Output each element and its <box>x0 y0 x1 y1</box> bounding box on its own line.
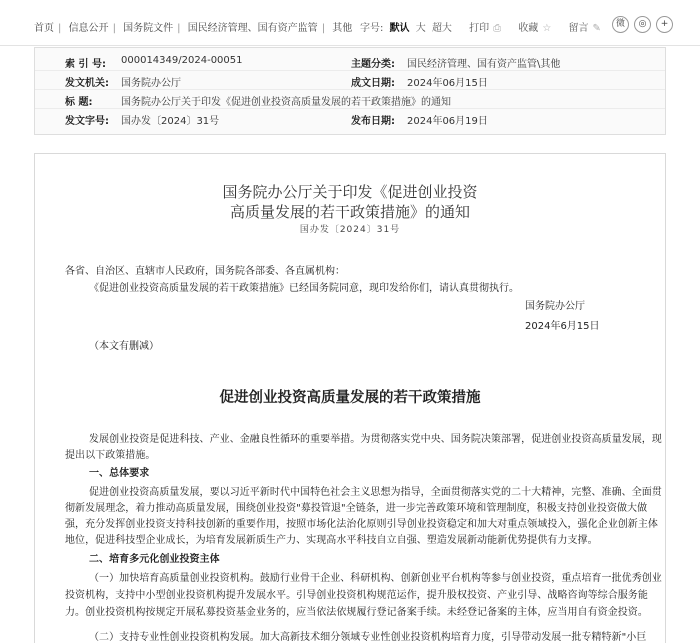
breadcrumb-info-public[interactable]: 信息公开 <box>68 23 109 34</box>
print-icon: ⎙ <box>493 23 502 34</box>
info-row-2 <box>35 71 665 90</box>
doc-number-label: 发文字号: <box>65 116 109 127</box>
main-title: 促进创业投资高质量发展的若干政策措施 <box>219 389 481 406</box>
weibo-icon[interactable]: 微 <box>612 16 629 33</box>
doc-title-line-1: 国务院办公厅关于印发《促进创业投资 <box>222 183 478 201</box>
info-row-1 <box>35 52 665 71</box>
published-date-value: 2024年06月19日 <box>407 116 488 127</box>
issuer-label: 发文机关: <box>65 78 109 89</box>
font-size-xlarge[interactable]: 超大 <box>431 23 452 34</box>
section-2-heading: 二、培育多元化创业投资主体 <box>89 554 220 565</box>
info-row-4 <box>35 109 665 128</box>
section-1-line-1: 促进创业投资高质量发展，要以习近平新时代中国特色社会主义思想为指导，全面贯彻落实党的二十大精神，完整、准确、全面贯 <box>89 487 662 498</box>
doc-title-line-2: 高质量发展的若干政策措施》的通知 <box>229 203 470 221</box>
breadcrumb-separator: | <box>177 23 181 34</box>
document-body <box>34 153 666 643</box>
issuer-value: 国务院办公厅 <box>121 78 181 89</box>
wechat-icon[interactable]: ◎ <box>634 16 651 33</box>
title-label: 标 题: <box>65 97 93 108</box>
star-icon: ☆ <box>542 23 552 34</box>
category-label: 主题分类: <box>351 59 395 70</box>
doc-number-value: 国办发〔2024〕31号 <box>121 116 220 127</box>
breadcrumb-category[interactable]: 国民经济管理、国有资产监管 <box>187 23 318 34</box>
breadcrumb-other[interactable]: 其他 <box>332 23 353 34</box>
breadcrumb-separator: | <box>112 23 116 34</box>
section-1-heading: 一、总体要求 <box>89 468 150 479</box>
item-2-line-1: （二）支持专业性创业投资机构发展。加大高新技术细分领域专业性创业投资机构培育力度，引导带动发展一批专精特新"小巨 <box>89 632 647 643</box>
section-1-line-4: 地位，促进科技型企业成长，为培育发展新质生产力、实现高水平科技自立自强、塑造发展新动能新优势提供有力支撑。 <box>65 535 598 546</box>
font-size-label: 字号: <box>360 23 384 34</box>
signer: 国务院办公厅 <box>525 301 585 312</box>
published-date-label: 发布日期: <box>351 116 395 127</box>
breadcrumb-home[interactable]: 首页 <box>34 23 54 34</box>
created-date-value: 2024年06月15日 <box>407 78 488 89</box>
preamble-line-1: 发展创业投资是促进科技、产业、金融良性循环的重要举措。为贯彻落实党中央、国务院决策部署，促进创业投资高质量发展，现 <box>89 434 662 445</box>
document-info-table <box>34 47 666 135</box>
print-button[interactable]: 打印 <box>469 23 490 34</box>
breadcrumb <box>34 19 352 34</box>
abridged-note: （本文有删减） <box>89 341 159 352</box>
index-value: 000014349/2024-00051 <box>121 55 243 66</box>
doc-number: 国办发〔2024〕31号 <box>299 225 401 235</box>
index-label: 索 引 号: <box>65 59 106 70</box>
font-size-default[interactable]: 默认 <box>389 23 410 34</box>
created-date-label: 成文日期: <box>351 78 395 89</box>
sign-date: 2024年6月15日 <box>525 321 600 332</box>
top-toolbar <box>0 0 700 46</box>
info-row-3 <box>35 90 665 109</box>
page-tools <box>360 19 601 34</box>
breadcrumb-state-council-docs[interactable]: 国务院文件 <box>123 23 174 34</box>
item-1-line-3: 力。创业投资机构按规定开展私募投资基金业务的，应当依法依规履行登记备案手续。未经登记备案的主体，应当用自有资金投资。 <box>65 607 648 618</box>
addressee: 各省、自治区、直辖市人民政府，国务院各部委、各直属机构： <box>65 266 345 277</box>
section-1-line-3: 强，充分发挥创业投资支持科技创新的重要作用，按照市场化法治化原则引导创业投资稳定和加大对重点领域投入，强化企业创新主体 <box>65 519 658 530</box>
section-1-line-2: 彻新发展理念，着力推动高质量发展，围绕创业投资"募投管退"全链条，进一步完善政策环境和管理制度，积极支持创业投资做大做 <box>65 503 648 514</box>
comment-button[interactable]: 留言 <box>568 23 589 34</box>
favorite-button[interactable]: 收藏 <box>518 23 539 34</box>
comment-icon: ✎ <box>592 23 601 34</box>
breadcrumb-separator: | <box>58 23 62 34</box>
breadcrumb-separator: | <box>321 23 326 34</box>
share-icons <box>612 16 673 33</box>
item-1-line-1: （一）加快培育高质量创业投资机构。鼓励行业骨干企业、科研机构、创新创业平台机构等参与创业投资，重点培育一批优秀创业 <box>89 573 662 584</box>
category-value: 国民经济管理、国有资产监管\其他 <box>407 59 561 70</box>
intro-paragraph: 《促进创业投资高质量发展的若干政策措施》已经国务院同意，现印发给你们，请认真贯彻执行。 <box>89 283 519 294</box>
preamble-line-2: 提出以下政策措施。 <box>65 450 156 461</box>
more-share-icon[interactable]: + <box>656 16 673 33</box>
font-size-large[interactable]: 大 <box>415 23 426 34</box>
title-value: 国务院办公厅关于印发《促进创业投资高质量发展的若干政策措施》的通知 <box>121 97 451 108</box>
item-1-line-2: 投资机构，支持中小型创业投资机构提升发展水平。引导创业投资机构规范运作，提升股权投资、产业引导、战略咨询等综合服务能 <box>65 590 648 601</box>
